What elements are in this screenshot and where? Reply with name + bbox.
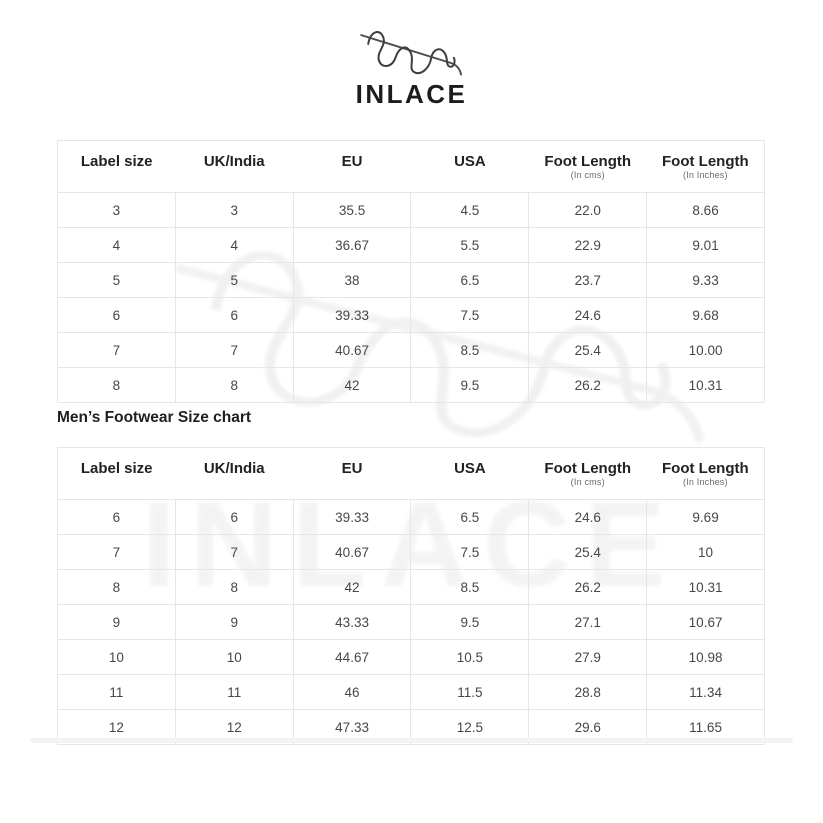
table-cell: 8 — [175, 570, 293, 605]
table-cell: 9 — [175, 605, 293, 640]
table-row — [58, 228, 765, 263]
column-header-label: Foot Length — [662, 459, 749, 477]
table-cell: 8.5 — [411, 333, 529, 368]
table-cell: 22.0 — [529, 193, 647, 228]
column-header-label: Foot Length — [544, 459, 632, 477]
table-cell: 6 — [58, 298, 176, 333]
column-header-subtext — [293, 477, 411, 488]
table-cell: 47.33 — [293, 710, 411, 745]
table-cell: 7.5 — [411, 535, 529, 570]
table-cell: 42 — [293, 570, 411, 605]
table-row — [58, 193, 765, 228]
column-header — [529, 141, 647, 193]
table-cell: 7 — [175, 333, 293, 368]
table-cell: 28.8 — [529, 675, 647, 710]
table-cell: 3 — [58, 193, 176, 228]
column-header-subtext: (In Inches) — [682, 169, 728, 180]
table-cell: 23.7 — [529, 263, 647, 298]
table-row — [58, 333, 765, 368]
table-cell: 3 — [175, 193, 293, 228]
column-header-subtext — [175, 170, 293, 181]
table-cell: 9.33 — [647, 263, 765, 298]
table-cell: 35.5 — [293, 193, 411, 228]
table-cell: 10.00 — [647, 333, 765, 368]
table-cell: 10.98 — [647, 640, 765, 675]
womens-size-table — [57, 140, 765, 403]
table-cell: 5.5 — [411, 228, 529, 263]
column-header-subtext — [411, 477, 529, 488]
table-cell: 27.9 — [529, 640, 647, 675]
table-cell: 11 — [175, 675, 293, 710]
table-cell: 25.4 — [529, 333, 647, 368]
column-header-subtext — [293, 170, 411, 181]
column-header-subtext — [58, 170, 175, 181]
table-cell: 43.33 — [293, 605, 411, 640]
table-cell: 9 — [58, 605, 176, 640]
table-cell: 4 — [175, 228, 293, 263]
column-header — [175, 448, 293, 500]
table-cell: 40.67 — [293, 333, 411, 368]
table-cell: 36.67 — [293, 228, 411, 263]
table-cell: 6.5 — [411, 263, 529, 298]
table-cell: 6 — [175, 500, 293, 535]
table-cell: 5 — [58, 263, 176, 298]
bottom-divider — [30, 738, 793, 743]
table-cell: 6.5 — [411, 500, 529, 535]
table-cell: 10.5 — [411, 640, 529, 675]
column-header — [529, 448, 647, 500]
table-cell: 12.5 — [411, 710, 529, 745]
table-cell: 12 — [175, 710, 293, 745]
column-header — [411, 448, 529, 500]
table-cell: 8 — [175, 368, 293, 403]
table-cell: 8 — [58, 368, 176, 403]
table-row — [58, 500, 765, 535]
mens-size-table — [57, 447, 765, 745]
table-row — [58, 535, 765, 570]
table-cell: 10.31 — [647, 368, 765, 403]
brand-name: INLACE — [355, 79, 468, 109]
table-cell: 10 — [175, 640, 293, 675]
column-header — [175, 141, 293, 193]
table-row — [58, 675, 765, 710]
table-cell: 9.5 — [411, 368, 529, 403]
table-cell: 11 — [58, 675, 176, 710]
table-cell: 9.5 — [411, 605, 529, 640]
column-header — [58, 448, 176, 500]
column-header-label: EU — [341, 459, 363, 477]
column-header-label: EU — [341, 152, 363, 170]
brand-logo — [0, 22, 823, 110]
table-cell: 9.68 — [647, 298, 765, 333]
column-header — [293, 141, 411, 193]
column-header-label: Foot Length — [662, 152, 749, 170]
header-row — [58, 448, 765, 500]
table-cell: 38 — [293, 263, 411, 298]
table-cell: 4.5 — [411, 193, 529, 228]
table-cell: 10 — [58, 640, 176, 675]
table-row — [58, 368, 765, 403]
table-cell: 40.67 — [293, 535, 411, 570]
table-cell: 27.1 — [529, 605, 647, 640]
brand-squiggle-icon — [353, 22, 471, 78]
table-cell: 25.4 — [529, 535, 647, 570]
table-row — [58, 263, 765, 298]
table-cell: 42 — [293, 368, 411, 403]
column-header-subtext: (In cms) — [570, 476, 605, 487]
table-row — [58, 640, 765, 675]
table-cell: 10.31 — [647, 570, 765, 605]
column-header-label: USA — [454, 152, 486, 170]
table-row — [58, 298, 765, 333]
table-cell: 44.67 — [293, 640, 411, 675]
column-header — [58, 141, 176, 193]
table-cell: 11.34 — [647, 675, 765, 710]
table-cell: 4 — [58, 228, 176, 263]
column-header-label: Label size — [80, 152, 153, 170]
table-cell: 7 — [58, 535, 176, 570]
table-cell: 6 — [58, 500, 176, 535]
table-cell: 6 — [175, 298, 293, 333]
column-header-label: Foot Length — [544, 152, 632, 170]
column-header-label: Label size — [80, 459, 153, 477]
table-cell: 10 — [647, 535, 765, 570]
table-cell: 24.6 — [529, 298, 647, 333]
table-cell: 9.69 — [647, 500, 765, 535]
table-cell: 11.65 — [647, 710, 765, 745]
column-header-label: USA — [454, 459, 486, 477]
table-cell: 8 — [58, 570, 176, 605]
mens-table-heading: Men’s Footwear Size chart — [57, 409, 252, 426]
table-cell: 24.6 — [529, 500, 647, 535]
column-header-subtext: (In cms) — [570, 169, 605, 180]
table-cell: 9.01 — [647, 228, 765, 263]
table-cell: 11.5 — [411, 675, 529, 710]
table-cell: 29.6 — [529, 710, 647, 745]
table-cell: 8.5 — [411, 570, 529, 605]
table-cell: 22.9 — [529, 228, 647, 263]
column-header — [411, 141, 529, 193]
column-header-subtext — [411, 170, 529, 181]
column-header-subtext — [175, 477, 293, 488]
table-cell: 46 — [293, 675, 411, 710]
table-row — [58, 570, 765, 605]
column-header — [647, 448, 765, 500]
table-cell: 12 — [58, 710, 176, 745]
table-cell: 5 — [175, 263, 293, 298]
column-header-subtext — [58, 477, 175, 488]
column-header-label: UK/India — [203, 152, 265, 170]
table-cell: 26.2 — [529, 368, 647, 403]
table-cell: 7 — [58, 333, 176, 368]
column-header — [647, 141, 765, 193]
column-header-label: UK/India — [203, 459, 265, 477]
column-header-subtext: (In Inches) — [682, 476, 728, 487]
table-cell: 26.2 — [529, 570, 647, 605]
table-cell: 7.5 — [411, 298, 529, 333]
header-row — [58, 141, 765, 193]
table-cell: 39.33 — [293, 500, 411, 535]
column-header — [293, 448, 411, 500]
table-row — [58, 605, 765, 640]
table-cell: 39.33 — [293, 298, 411, 333]
table-cell: 7 — [175, 535, 293, 570]
table-cell: 8.66 — [647, 193, 765, 228]
table-cell: 10.67 — [647, 605, 765, 640]
